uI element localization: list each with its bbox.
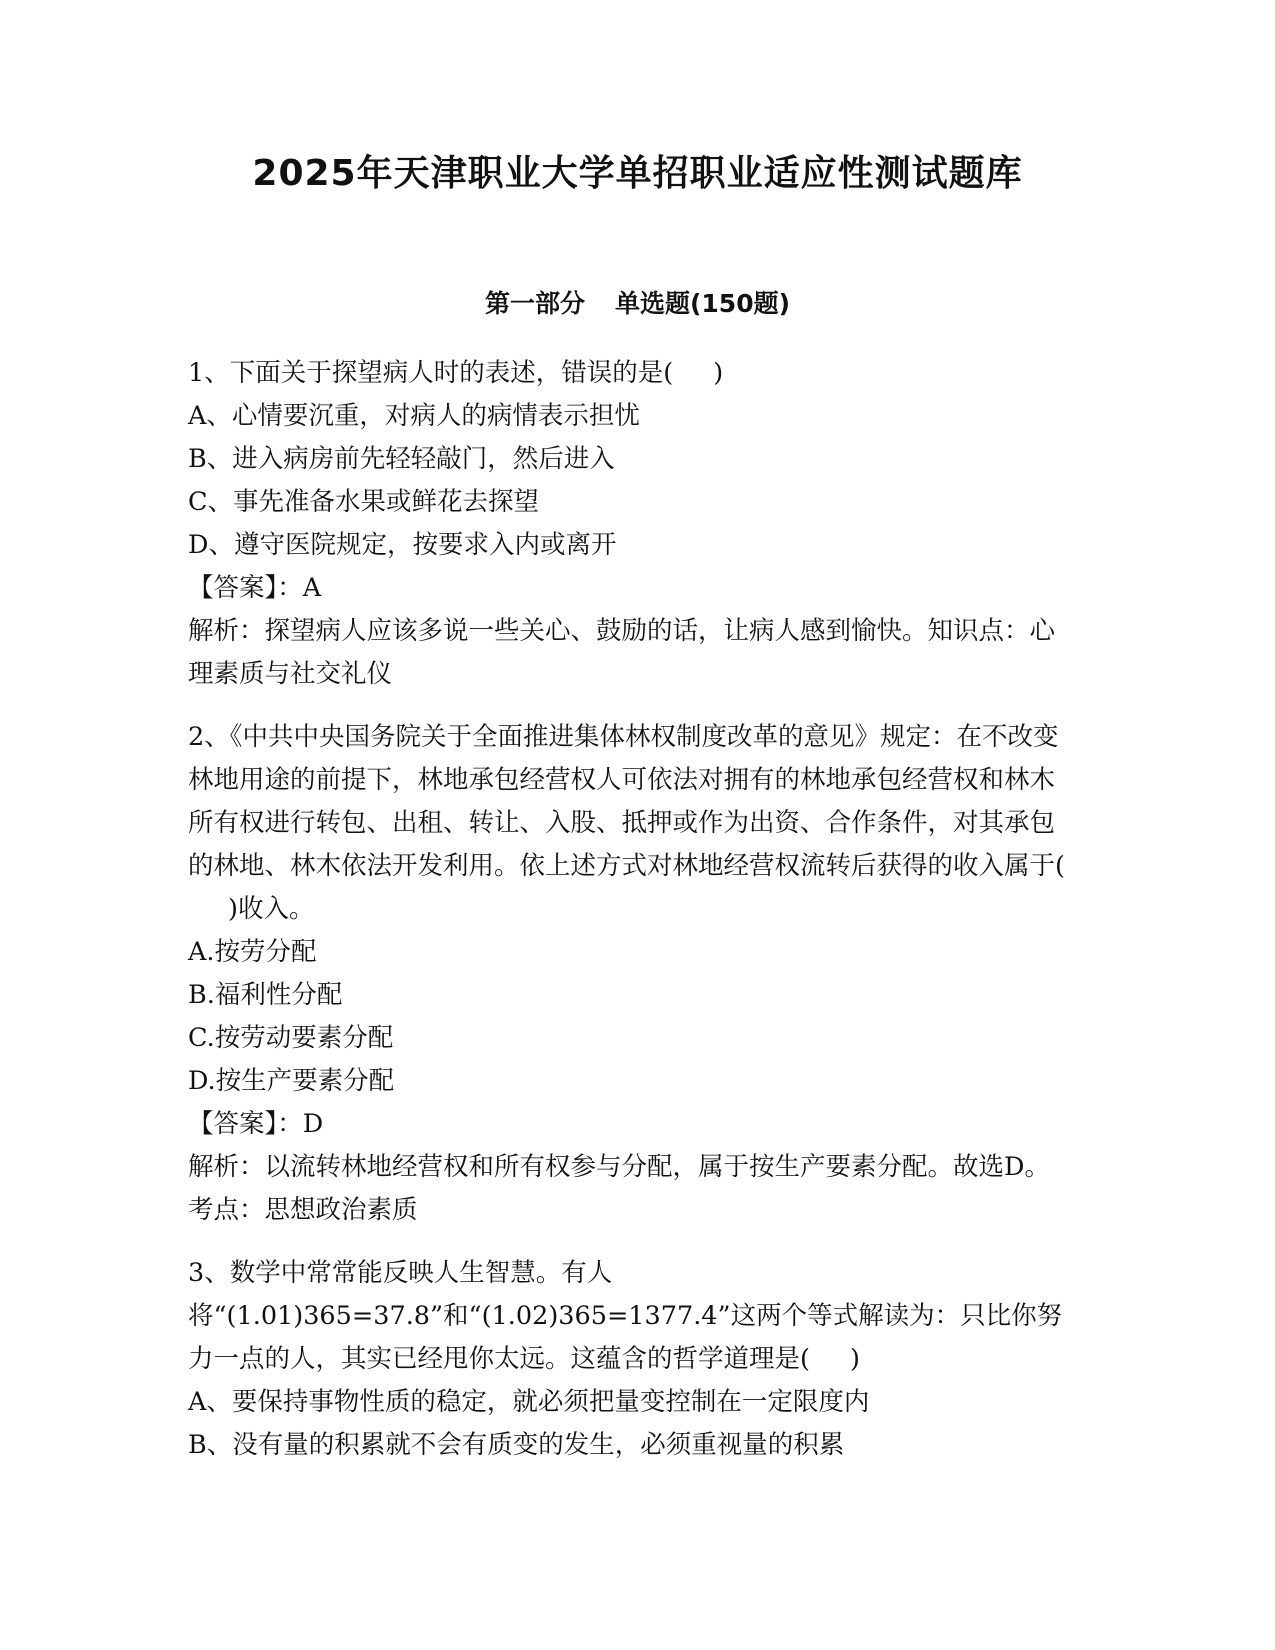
question-stem-before: 下面关于探望病人时的表述，错误的是(: [229, 358, 674, 388]
answer-value: D: [302, 1109, 324, 1139]
option-b: B、进入病房前先轻轻敲门，然后进入: [188, 444, 615, 474]
answer-label: 【答案】：: [188, 1109, 303, 1139]
option-d: D.按生产要素分配: [188, 1066, 395, 1096]
question-number: 1、: [188, 358, 230, 388]
question-stem: [188, 352, 1068, 395]
option-a: A.按劳分配: [188, 937, 317, 967]
option-b: B、没有量的积累就不会有质变的发生，必须重视量的积累: [188, 1430, 845, 1460]
question-1: [188, 352, 1068, 696]
analysis-text: 解析：以流转林地经营权和所有权参与分配，属于按生产要素分配。故选D。考点：思想政治素质: [188, 1152, 1050, 1225]
analysis-text: 解析：探望病人应该多说一些关心、鼓励的话，让病人感到愉快。知识点：心理素质与社交礼仪: [188, 616, 1056, 689]
question-stem-after: ): [849, 1344, 860, 1374]
document-title: 2025年天津职业大学单招职业适应性测试题库: [252, 153, 1023, 194]
question-stem-after: )收入。: [228, 894, 315, 924]
question-list: [188, 352, 1068, 1467]
question-stem: [188, 716, 1068, 931]
question-number: 3、: [188, 1258, 230, 1288]
answer-label: 【答案】：: [188, 573, 303, 603]
option-c: C.按劳动要素分配: [188, 1023, 394, 1053]
question-stem-before: 数学中常常能反映人生智慧。有人将“(1.01)365=37.8”和“(1.02)365=1377.4”这两个等式解读为：只比你努力一点的人，其实已经甩你太远。这蕴含的哲学道理是(: [188, 1258, 1063, 1374]
option-a: A、要保持事物性质的稳定，就必须把量变控制在一定限度内: [188, 1387, 870, 1417]
section-name: 单选题(150题): [614, 289, 791, 318]
question-3: [188, 1252, 1068, 1467]
option-a: A、心情要沉重，对病人的病情表示担忧: [188, 401, 640, 431]
question-stem-before: 《中共中央国务院关于全面推进集体林权制度改革的意见》规定：在不改变林地用途的前提下，林地承包经营权人可依法对拥有的林地承包经营权和林木所有权进行转包、出租、转让、入股、抵押或作为出资、合作条件，对其承包的林地、林木依法开发利用。依上述方式对林地经营权流转后获得的收入属于(: [188, 722, 1065, 881]
option-d: D、遵守医院规定，按要求入内或离开: [188, 530, 617, 560]
section-heading: [0, 286, 1275, 322]
answer-line: [188, 1103, 1068, 1146]
section-part: 第一部分: [484, 289, 585, 318]
question-2: [188, 716, 1068, 1232]
question-stem: [188, 1252, 1068, 1381]
option-b: B.福利性分配: [188, 980, 343, 1010]
option-c: C、事先准备水果或鲜花去探望: [188, 487, 540, 517]
question-number: 2、: [188, 722, 230, 752]
question-stem-after: ): [713, 358, 724, 388]
answer-line: [188, 567, 1068, 610]
answer-value: A: [302, 573, 322, 603]
